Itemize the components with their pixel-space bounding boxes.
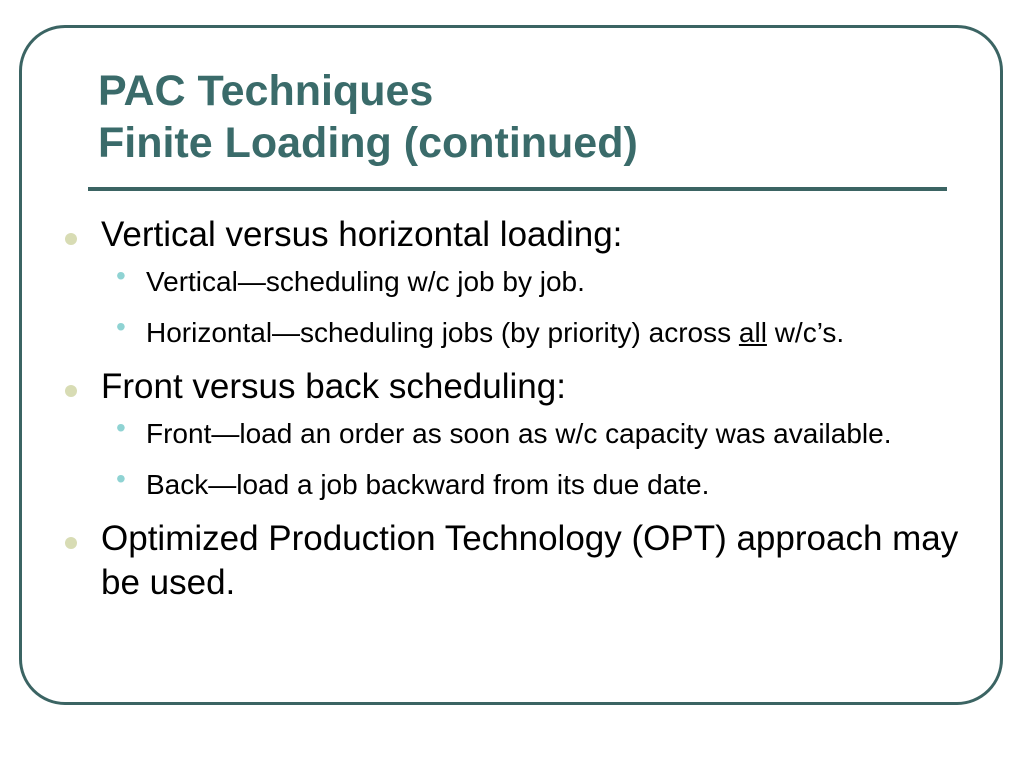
title-divider [88, 187, 947, 191]
sub-bullet-text: Vertical—scheduling w/c job by job. [146, 266, 585, 297]
sub-bullet-text-post: w/c’s. [766, 317, 845, 348]
sub-bullet-icon: • [116, 260, 126, 291]
sub-bullet-horizontal [60, 312, 970, 353]
bullet-icon [65, 233, 77, 245]
bullet-text: Optimized Production Technology (OPT) approach may be used. [101, 519, 959, 602]
sub-bullet-icon: • [116, 412, 126, 443]
sub-bullet-text: Back—load a job backward from its due date. [146, 469, 710, 500]
slide-title [98, 65, 638, 169]
bullet-text: Front versus back scheduling: [101, 367, 566, 406]
bullet-icon [65, 537, 77, 549]
sub-bullet-back [60, 464, 970, 505]
sub-bullet-icon: • [116, 311, 126, 342]
bullet-vertical-vs-horizontal [60, 213, 970, 257]
title-line-2: Finite Loading (continued) [98, 119, 638, 167]
slide-content [60, 213, 970, 609]
sub-bullet-front [60, 413, 970, 454]
bullet-text: Vertical versus horizontal loading: [101, 215, 623, 254]
bullet-front-vs-back [60, 365, 970, 409]
sub-bullet-text-pre: Horizontal—scheduling jobs (by priority) across [146, 317, 739, 348]
sub-bullet-icon: • [116, 463, 126, 494]
bullet-opt [60, 517, 970, 605]
sub-bullet-text: Front—load an order as soon as w/c capacity was available. [146, 418, 892, 449]
sub-bullet-text-underlined: all [738, 317, 767, 348]
title-line-1: PAC Techniques [98, 67, 434, 115]
bullet-icon [65, 385, 77, 397]
sub-bullet-vertical [60, 261, 970, 302]
